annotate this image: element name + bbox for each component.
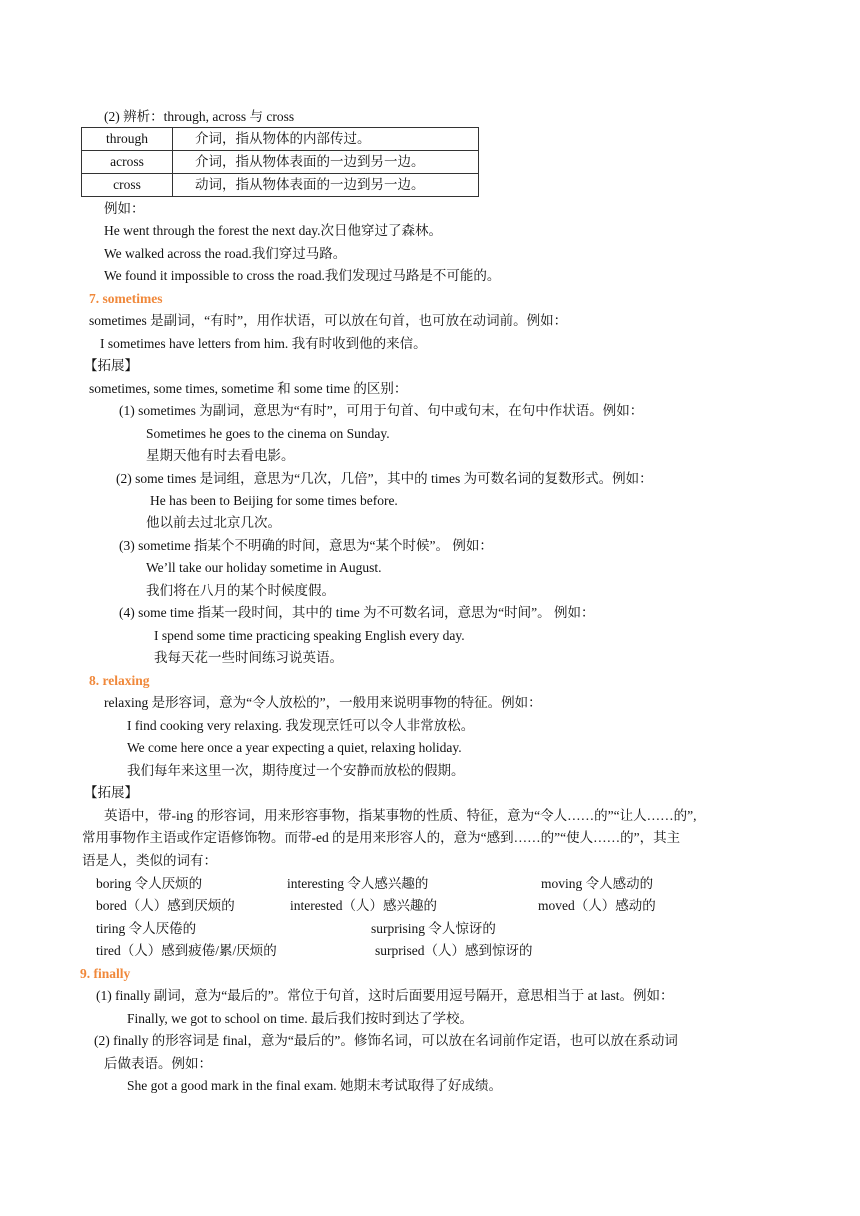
section-heading: 7. sometimes bbox=[89, 291, 163, 306]
paragraph: (2) finally 的形容词是 final，意为“最后的”。修饰名词，可以放在名词前作定语，也可以放在系动词 bbox=[94, 1033, 678, 1048]
word-pair: interesting 令人感兴趣的 bbox=[287, 876, 429, 891]
example-translation: 我们每年来这里一次，期待度过一个安静而放松的假期。 bbox=[127, 763, 465, 778]
example-sentence: I sometimes have letters from him. 我有时收到他的来信。 bbox=[100, 336, 427, 351]
table-word: through bbox=[82, 128, 173, 151]
word-pair: boring 令人厌烦的 bbox=[96, 876, 203, 891]
section-heading: 8. relaxing bbox=[89, 673, 150, 688]
word-pair: bored（人）感到厌烦的 bbox=[96, 898, 235, 913]
table-desc: 动词，指从物体表面的一边到另一边。 bbox=[173, 174, 479, 197]
table-row bbox=[82, 128, 479, 151]
section-heading: 9. finally bbox=[80, 966, 131, 981]
example-sentence: He has been to Beijing for some times before. bbox=[150, 493, 398, 508]
comparison-table bbox=[81, 127, 479, 197]
word-pair: surprising 令人惊讶的 bbox=[371, 921, 496, 936]
example-sentence: Finally, we got to school on time. 最后我们按时到达了学校。 bbox=[127, 1011, 473, 1026]
table-row bbox=[82, 174, 479, 197]
paragraph: (3) sometime 指某个不明确的时间，意思为“某个时候”。 例如： bbox=[119, 538, 493, 553]
table-word: cross bbox=[82, 174, 173, 197]
table-desc: 介词，指从物体的内部传过。 bbox=[173, 128, 479, 151]
extension-label: 【拓展】 bbox=[84, 358, 138, 373]
example-sentence: I spend some time practicing speaking English every day. bbox=[154, 628, 465, 643]
paragraph: sometimes, some times, sometime 和 some time 的区别： bbox=[89, 381, 408, 396]
word-pair: surprised（人）感到惊讶的 bbox=[375, 943, 533, 958]
paragraph: (1) sometimes 为副词，意思为“有时”，可用于句首、句中或句末，在句中作状语。例如： bbox=[119, 403, 644, 418]
example-sentence: We’ll take our holiday sometime in August. bbox=[146, 560, 382, 575]
example-translation: 我每天花一些时间练习说英语。 bbox=[154, 650, 343, 665]
word-pair: moving 令人感动的 bbox=[541, 876, 654, 891]
word-pair: moved（人）感动的 bbox=[538, 898, 656, 913]
example-translation: 他以前去过北京几次。 bbox=[146, 515, 281, 530]
extension-label: 【拓展】 bbox=[84, 785, 138, 800]
example-sentence: He went through the forest the next day.次日他穿过了森林。 bbox=[104, 223, 443, 238]
paragraph: 常用事物作主语或作定语修饰物。而带-ed 的是用来形容人的，意为“感到……的”“使人……的”，其主 bbox=[82, 830, 681, 845]
example-sentence: She got a good mark in the final exam. 她期末考试取得了好成绩。 bbox=[127, 1078, 502, 1093]
paragraph: (2) some times 是词组，意思为“几次，几倍”，其中的 times 为可数名词的复数形式。例如： bbox=[116, 471, 653, 486]
word-pair: tired（人）感到疲倦/累/厌烦的 bbox=[96, 943, 277, 958]
paragraph: 语是人，类似的词有： bbox=[82, 853, 217, 868]
example-sentence: We found it impossible to cross the road.我们发现过马路是不可能的。 bbox=[104, 268, 501, 283]
paragraph: 后做表语。例如： bbox=[104, 1056, 212, 1071]
example-sentence: We come here once a year expecting a quiet, relaxing holiday. bbox=[127, 740, 462, 755]
table-row bbox=[82, 151, 479, 174]
table-word: across bbox=[82, 151, 173, 174]
paragraph: 英语中，带-ing 的形容词，用来形容事物，指某事物的性质、特征，意为“令人……的”“让人……的”, bbox=[104, 808, 697, 823]
subsection-title: (2) 辨析：through, across 与 cross bbox=[104, 109, 295, 124]
example-label: 例如： bbox=[104, 201, 145, 216]
paragraph: relaxing 是形容词，意为“令人放松的”，一般用来说明事物的特征。例如： bbox=[104, 695, 542, 710]
word-pair: interested（人）感兴趣的 bbox=[290, 898, 437, 913]
word-pair: tiring 令人厌倦的 bbox=[96, 921, 197, 936]
paragraph: sometimes 是副词，“有时”，用作状语，可以放在句首，也可放在动词前。例如： bbox=[89, 313, 568, 328]
example-sentence: We walked across the road.我们穿过马路。 bbox=[104, 246, 347, 261]
paragraph: (4) some time 指某一段时间，其中的 time 为不可数名词，意思为“时间”。 例如： bbox=[119, 605, 595, 620]
example-translation: 我们将在八月的某个时候度假。 bbox=[146, 583, 335, 598]
example-translation: 星期天他有时去看电影。 bbox=[146, 448, 295, 463]
example-sentence: I find cooking very relaxing. 我发现烹饪可以令人非常放松。 bbox=[127, 718, 475, 733]
example-sentence: Sometimes he goes to the cinema on Sunday. bbox=[146, 426, 390, 441]
paragraph: (1) finally 副词，意为“最后的”。常位于句首，这时后面要用逗号隔开，意思相当于 at last。例如： bbox=[96, 988, 674, 1003]
table-desc: 介词，指从物体表面的一边到另一边。 bbox=[173, 151, 479, 174]
